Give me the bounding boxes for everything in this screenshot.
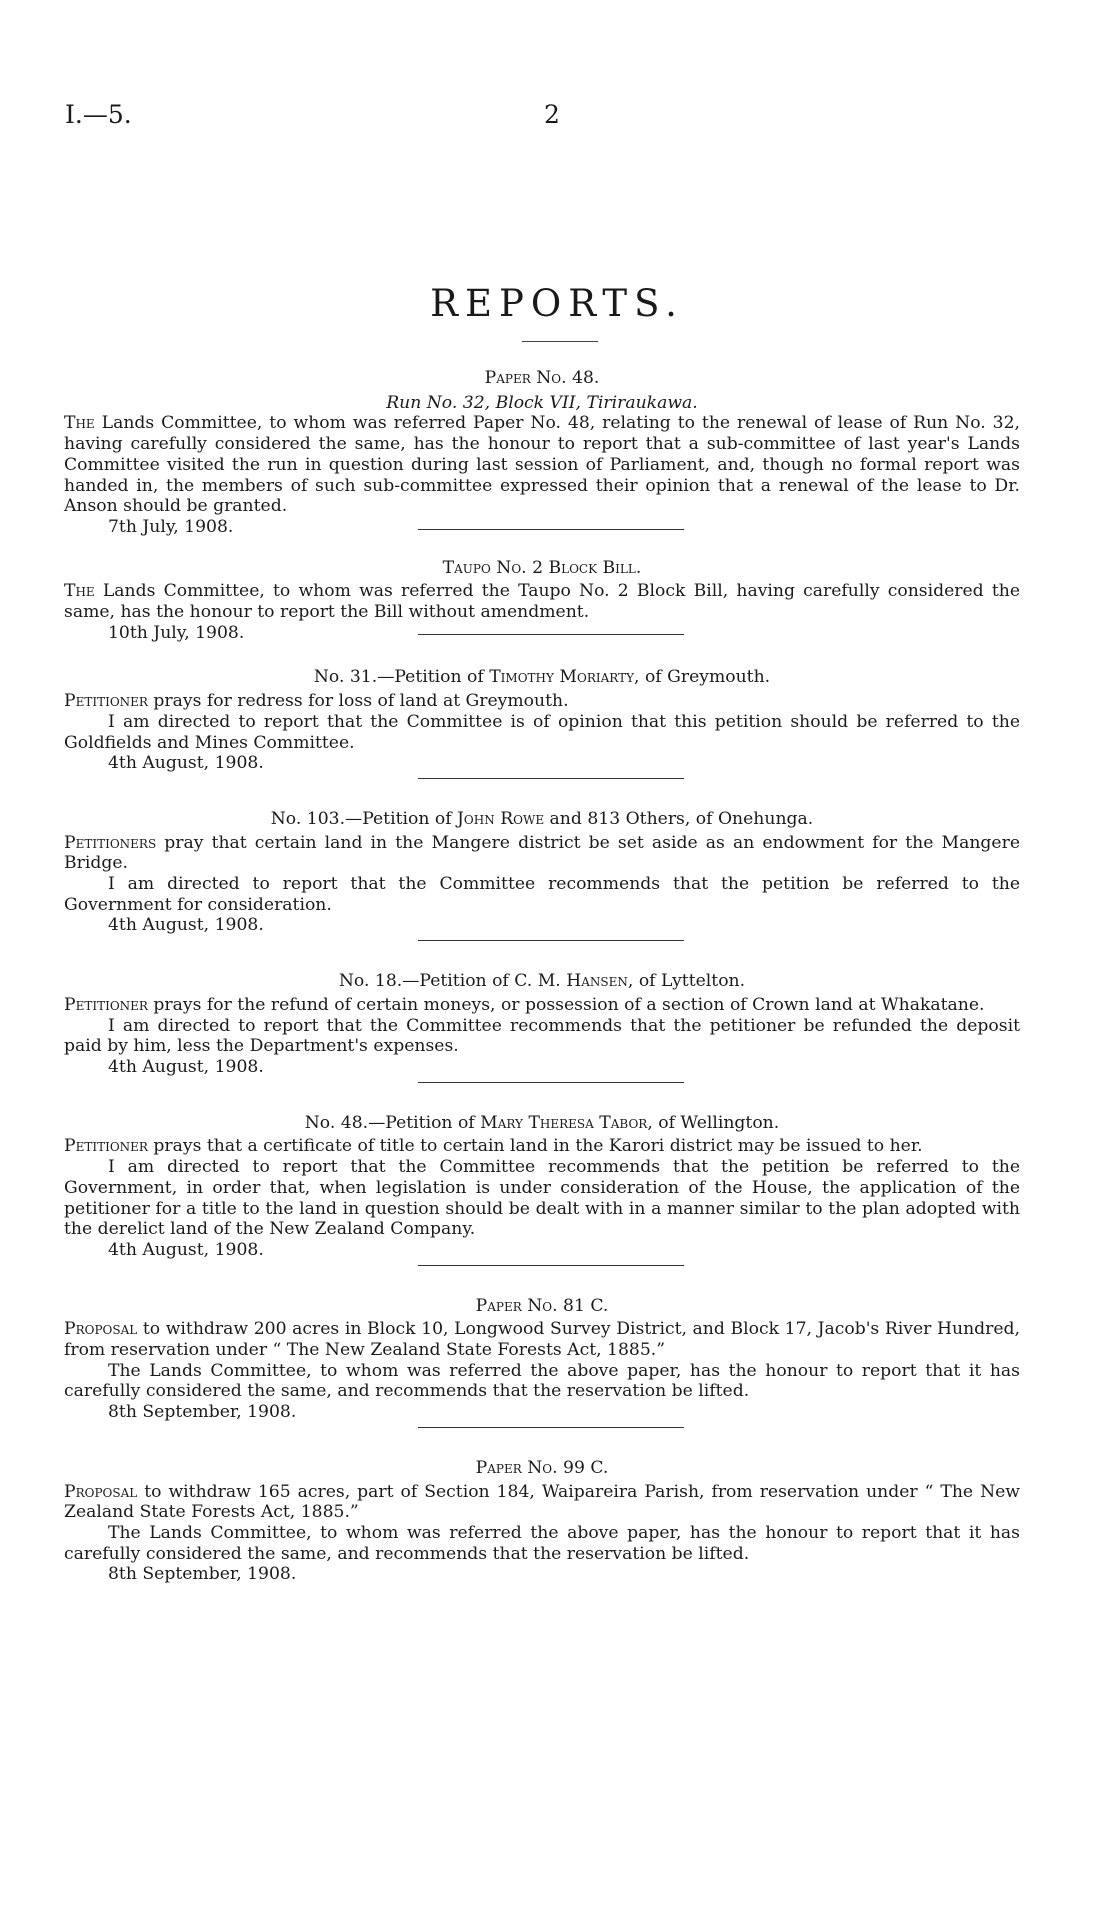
report-paragraph bbox=[64, 691, 1020, 712]
petitioner-name: Hansen bbox=[566, 971, 628, 992]
section-divider bbox=[418, 940, 684, 941]
petition-31 bbox=[64, 667, 1020, 774]
paragraph-text: prays that a certificate of title to certain land in the Karori district may be issued to her. bbox=[153, 1136, 923, 1157]
lead-word: Petitioner bbox=[64, 1136, 148, 1157]
lead-word: Proposal bbox=[64, 1481, 138, 1502]
section-heading: Paper No. 48. bbox=[484, 368, 600, 388]
petition-18 bbox=[64, 971, 1020, 1078]
paragraph-text: pray that certain land in the Mangere district be set aside as an endowment for the Mangere Bridge. bbox=[64, 832, 1020, 874]
section-heading bbox=[64, 667, 1020, 688]
report-paragraph bbox=[64, 413, 1020, 517]
report-paragraph: I am directed to report that the Committee is of opinion that this petition should be referred to the Goldfields and Mines Committee. bbox=[64, 711, 1020, 753]
page-title: REPORTS. bbox=[430, 282, 684, 325]
report-paragraph bbox=[64, 1482, 1020, 1523]
section-heading: Paper No. 99 C. bbox=[475, 1457, 609, 1478]
heading-text: No. 31.—Petition of bbox=[313, 667, 490, 688]
section-divider bbox=[418, 1265, 684, 1266]
report-paragraph: I am directed to report that the Committee recommends that the petitioner be refunded the deposit paid by him, less the Department's expenses. bbox=[64, 1015, 1020, 1057]
paragraph-text: Lands Committee, to whom was referred the Taupo No. 2 Block Bill, having carefully considered the same, has the honour to report the Bill without amendment. bbox=[64, 581, 1020, 623]
paragraph-text: to withdraw 165 acres, part of Section 184, Waipareira Parish, from reservation under “ The New Zealand State Forests Act, 1885.” bbox=[64, 1481, 1020, 1523]
report-paragraph bbox=[64, 1136, 1020, 1157]
section-divider bbox=[418, 529, 684, 530]
section-subheading: Run No. 32, Block VII, Tiriraukawa. bbox=[386, 392, 698, 413]
report-paragraph bbox=[64, 1319, 1020, 1360]
section-heading bbox=[64, 1113, 1020, 1134]
report-date: 4th August, 1908. bbox=[108, 753, 264, 774]
petitioner-name: Timothy Moriarty bbox=[489, 667, 635, 688]
petitioner-name: John Rowe bbox=[457, 808, 545, 829]
report-date: 4th August, 1908. bbox=[108, 915, 264, 936]
lead-word: Proposal bbox=[64, 1319, 138, 1340]
title-divider bbox=[522, 341, 598, 342]
report-taupo-bill bbox=[64, 558, 1020, 644]
report-paragraph: I am directed to report that the Committee recommends that the petition be referred to the Government, in order that, when legislation is under consideration of the House, the application of the petitioner for a title to the land in question should be dealt with in a manner similar to the plan adopted with the derelict land of the New Zealand Company. bbox=[64, 1157, 1020, 1240]
section-heading: Paper No. 81 C. bbox=[475, 1295, 609, 1316]
heading-text: No. 18.—Petition of C. M. bbox=[338, 971, 567, 992]
lead-word: Petitioner bbox=[64, 691, 148, 712]
paragraph-text: prays for redress for loss of land at Greymouth. bbox=[153, 691, 569, 712]
heading-text: , of Lyttelton. bbox=[627, 971, 746, 992]
petitioner-name: Mary Theresa Tabor bbox=[480, 1112, 648, 1133]
lead-word: The bbox=[64, 581, 95, 602]
petition-103 bbox=[64, 809, 1020, 936]
lead-word: Petitioner bbox=[64, 994, 148, 1015]
report-paragraph: I am directed to report that the Committee recommends that the petition be referred to the Government for consideration. bbox=[64, 874, 1020, 915]
petition-48 bbox=[64, 1113, 1020, 1261]
report-paper-81c bbox=[64, 1296, 1020, 1423]
heading-text: , of Greymouth. bbox=[634, 667, 771, 688]
document-reference: I.—5. bbox=[65, 100, 132, 129]
report-date: 10th July, 1908. bbox=[108, 622, 245, 643]
report-paragraph bbox=[64, 833, 1020, 874]
report-paper-48 bbox=[64, 368, 1020, 538]
heading-text: No. 103.—Petition of bbox=[270, 808, 458, 829]
report-date: 4th August, 1908. bbox=[108, 1056, 264, 1077]
lead-word: Petitioners bbox=[64, 832, 157, 853]
heading-text: and 813 Others, of Onehunga. bbox=[544, 808, 814, 829]
paragraph-text: Lands Committee, to whom was referred Paper No. 48, relating to the renewal of lease of Run No. 32, having carefully considered the same, has the honour to report that a sub-committee of last year's Lands Committee visited the run in question during last session of Parliament, and, though no formal report was handed in, the members of such sub-committee expressed their opinion that a renewal of the lease to Dr. Anson should be granted. bbox=[64, 413, 1020, 517]
report-date: 7th July, 1908. bbox=[108, 516, 234, 537]
section-divider bbox=[418, 1427, 684, 1428]
heading-text: , of Wellington. bbox=[647, 1112, 780, 1133]
section-divider bbox=[418, 778, 684, 779]
report-paragraph bbox=[64, 581, 1020, 622]
report-date: 8th September, 1908. bbox=[108, 1402, 297, 1423]
paragraph-text: to withdraw 200 acres in Block 10, Longwood Survey District, and Block 17, Jacob's River Hundred, from reservation under “ The New Zealand State Forests Act, 1885.” bbox=[64, 1319, 1020, 1361]
section-divider bbox=[418, 634, 684, 635]
report-date: 8th September, 1908. bbox=[108, 1564, 297, 1585]
section-divider bbox=[418, 1082, 684, 1083]
section-heading bbox=[64, 809, 1020, 830]
report-paragraph: The Lands Committee, to whom was referred the above paper, has the honour to report that it has carefully considered the same, and recommends that the reservation be lifted. bbox=[64, 1360, 1020, 1402]
report-date: 4th August, 1908. bbox=[108, 1239, 264, 1260]
section-heading: Taupo No. 2 Block Bill. bbox=[442, 557, 642, 578]
report-paragraph bbox=[64, 995, 1020, 1016]
paragraph-text: prays for the refund of certain moneys, or possession of a section of Crown land at Whakatane. bbox=[153, 994, 985, 1015]
section-heading bbox=[64, 971, 1020, 992]
reports-body bbox=[64, 368, 1020, 1585]
heading-text: No. 48.—Petition of bbox=[304, 1112, 481, 1133]
report-paper-99c bbox=[64, 1458, 1020, 1585]
lead-word: The bbox=[64, 413, 95, 434]
page-number: 2 bbox=[544, 100, 560, 129]
report-paragraph: The Lands Committee, to whom was referred the above paper, has the honour to report that it has carefully considered the same, and recommends that the reservation be lifted. bbox=[64, 1522, 1020, 1564]
